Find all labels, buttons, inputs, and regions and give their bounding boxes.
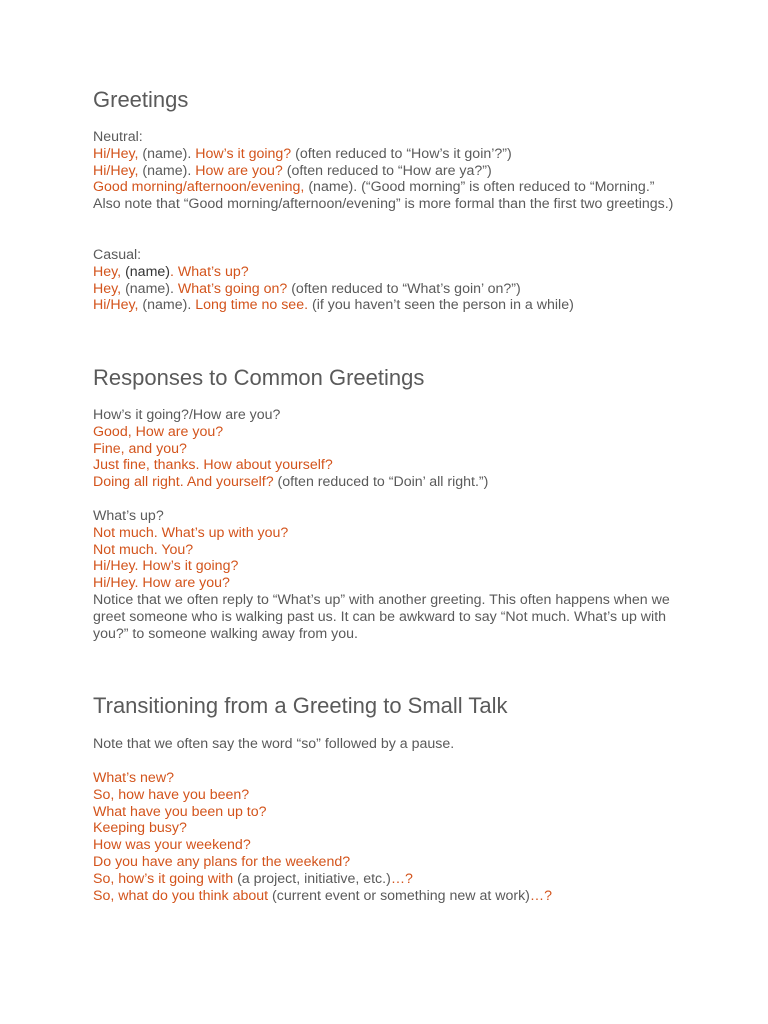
section-title-responses: Responses to Common Greetings xyxy=(93,365,425,390)
section-title-transition: Transitioning from a Greeting to Small Talk xyxy=(93,693,508,718)
response-line: Hi/Hey. How are you? xyxy=(93,575,230,592)
response-line: Fine, and you? xyxy=(93,440,187,457)
responses-whats-up xyxy=(93,508,678,642)
greeting-line: Hey, (name). What’s up? xyxy=(93,263,249,280)
greeting-line: Hey, (name). What’s going on? (often reduced to “What’s goin’ on?”) xyxy=(93,280,521,297)
response-line: Doing all right. And yourself? (often reduced to “Doin’ all right.”) xyxy=(93,474,489,491)
question-line: Do you have any plans for the weekend? xyxy=(93,853,351,870)
greeting-line: Hi/Hey, (name). How’s it going? (often reduced to “How’s it goin’?”) xyxy=(93,145,512,162)
greeting-line: Hi/Hey, (name). Long time no see. (if you haven’t seen the person in a while) xyxy=(93,297,574,314)
note-paragraph: Notice that we often reply to “What’s up” with another greeting. This often happens when we greet someone who is walking past us. It can be awkward to say “Not much. What’s up with you?” to someone walking away from you. xyxy=(93,591,670,642)
neutral-greetings xyxy=(93,129,678,213)
response-line: Just fine, thanks. How about yourself? xyxy=(93,457,333,474)
question-label: What’s up? xyxy=(93,508,164,524)
question-line: How was your weekend? xyxy=(93,837,251,854)
greeting-line: Hi/Hey, (name). How are you? (often reduced to “How are ya?”) xyxy=(93,162,492,179)
neutral-label: Neutral: xyxy=(93,129,143,145)
question-line: What have you been up to? xyxy=(93,803,267,820)
question-line: Keeping busy? xyxy=(93,820,187,837)
question-line: What’s new? xyxy=(93,770,174,786)
question-line: So, how have you been? xyxy=(93,786,250,803)
question-line: So, what do you think about (current event or something new at work)…? xyxy=(93,887,552,904)
small-talk-questions xyxy=(93,770,678,904)
note-line: Note that we often say the word “so” followed by a pause. xyxy=(93,736,455,752)
responses-how-are-you xyxy=(93,407,678,491)
response-line: Not much. What’s up with you? xyxy=(93,524,289,541)
casual-label: Casual: xyxy=(93,247,142,263)
section-title-greetings: Greetings xyxy=(93,87,189,112)
question-line: So, how’s it going with (a project, initiative, etc.)…? xyxy=(93,870,413,887)
response-line: Not much. You? xyxy=(93,541,194,558)
greeting-paragraph: Good morning/afternoon/evening, (name). (“Good morning” is often reduced to “Morning.” Also note that “Good morning/afternoon/evening” is more formal than the first two greetings.) xyxy=(93,179,674,213)
response-line: Good, How are you? xyxy=(93,423,224,440)
response-line: Hi/Hey. How’s it going? xyxy=(93,558,239,575)
transition-note xyxy=(93,736,678,753)
question-label: How’s it going?/How are you? xyxy=(93,407,281,423)
casual-greetings xyxy=(93,247,678,314)
